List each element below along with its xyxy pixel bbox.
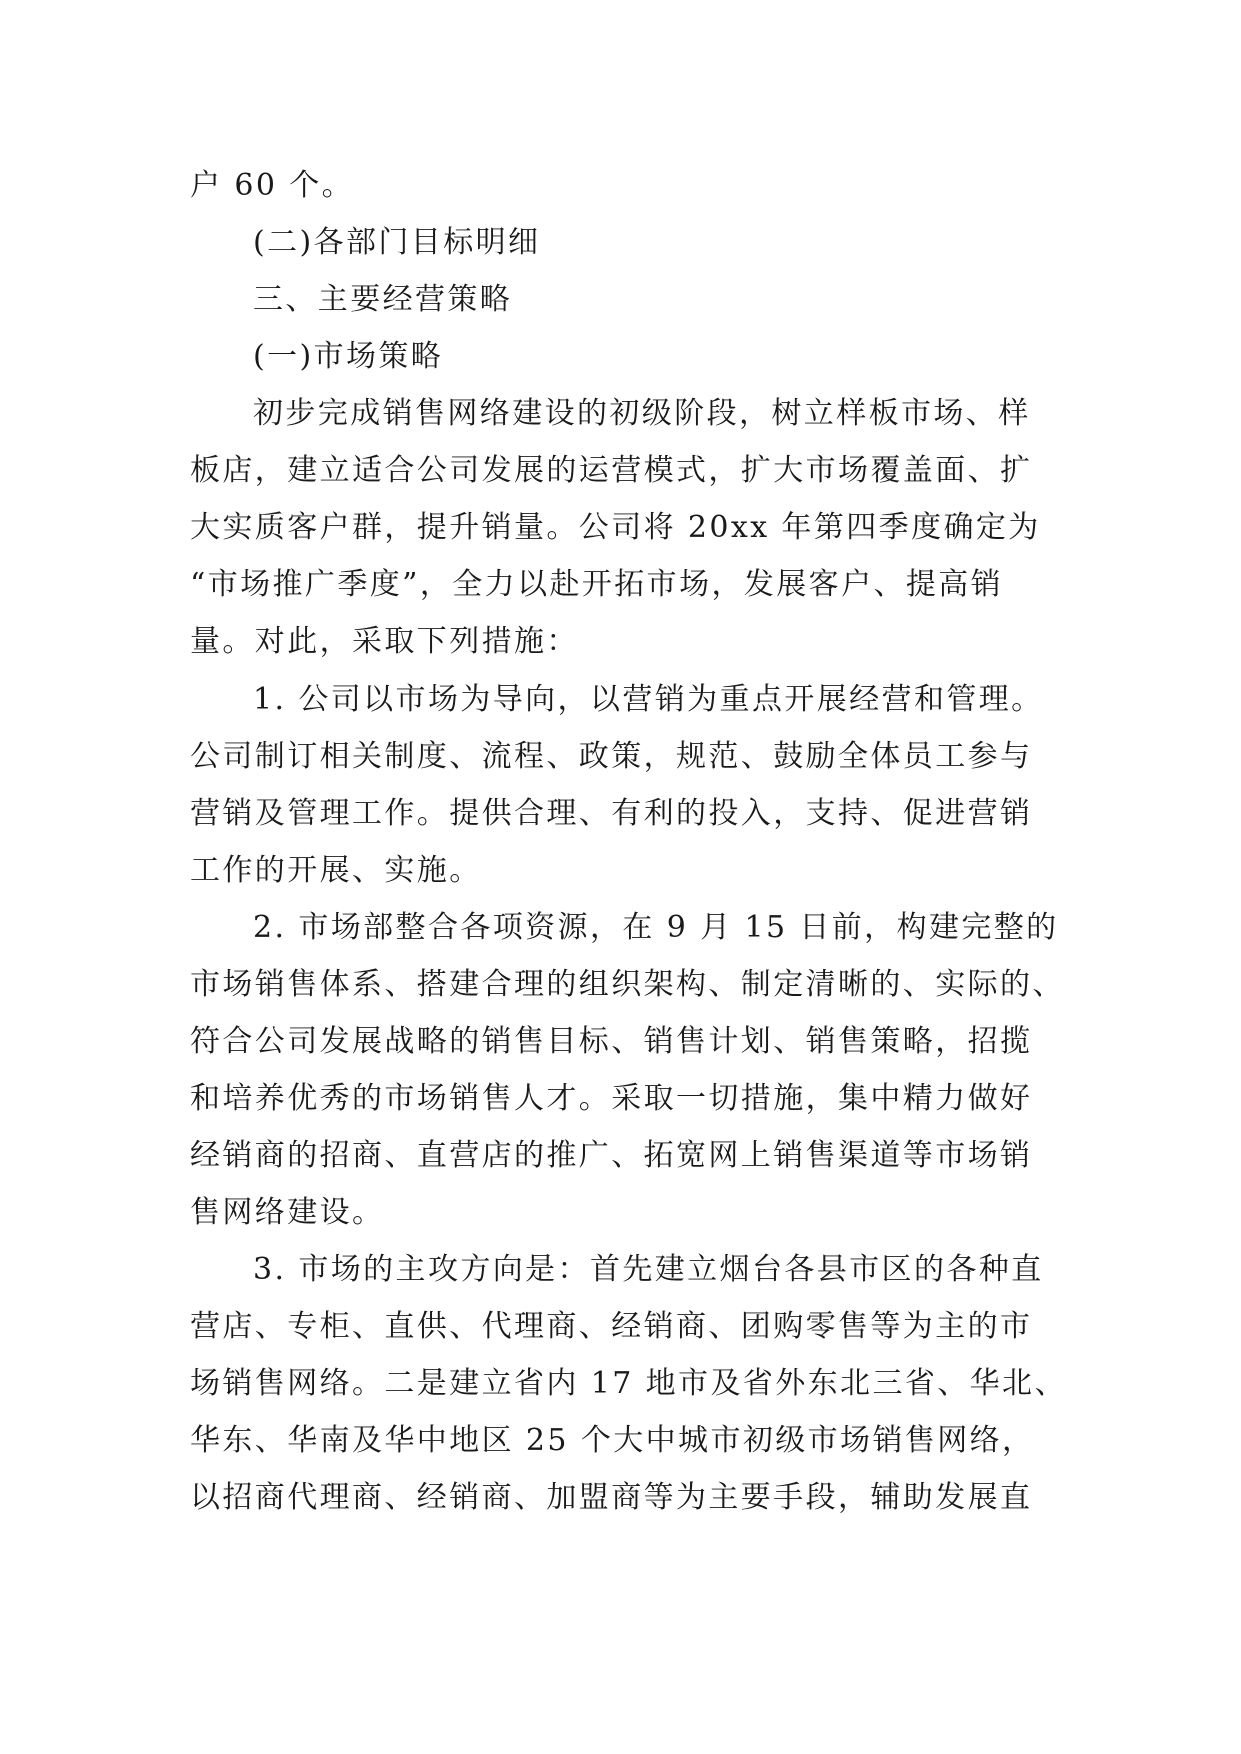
paragraph-line: 量。对此，采取下列措施： [190,624,579,659]
list-item-line: 1. 公司以市场为导向，以营销为重点开展经营和管理。 [253,682,1044,717]
list-item-line: 营店、专柜、直供、代理商、经销商、团购零售等为主的市 [190,1309,1033,1344]
list-item-line: 市场销售体系、搭建合理的组织架构、制定清晰的、实际的、 [190,967,1065,1002]
list-item-line: 符合公司发展战略的销售目标、销售计划、销售策略，招揽 [190,1024,1033,1059]
section-heading: (二)各部门目标明细 [253,225,541,260]
paragraph-line: 初步完成销售网络建设的初级阶段，树立样板市场、样 [253,396,1031,431]
list-item-line: 华东、华南及华中地区 25 个大中城市初级市场销售网络， [190,1423,1035,1458]
list-item-line: 3. 市场的主攻方向是：首先建立烟台各县市区的各种直 [253,1252,1044,1287]
list-item-line: 售网络建设。 [190,1195,385,1230]
paragraph-line: “市场推广季度”，全力以赴开拓市场，发展客户、提高销 [190,567,1004,602]
list-item-line: 经销商的招商、直营店的推广、拓宽网上销售渠道等市场销 [190,1138,1033,1173]
list-item-line: 营销及管理工作。提供合理、有利的投入，支持、促进营销 [190,796,1033,831]
list-item-line: 2. 市场部整合各项资源，在 9 月 15 日前，构建完整的 [253,910,1059,945]
paragraph-line: 板店，建立适合公司发展的运营模式，扩大市场覆盖面、扩 [190,453,1033,488]
list-item-line: 和培养优秀的市场销售人才。采取一切措施，集中精力做好 [190,1081,1033,1116]
paragraph-line: 大实质客户群，提升销量。公司将 20xx 年第四季度确定为 [190,510,1041,545]
list-item-line: 公司制订相关制度、流程、政策，规范、鼓励全体员工参与 [190,739,1033,774]
chapter-heading: 三、主要经营策略 [253,282,513,317]
text-line: 户 60 个。 [190,168,355,203]
list-item-line: 场销售网络。二是建立省内 17 地市及省外东北三省、华北、 [190,1366,1067,1401]
list-item-line: 以招商代理商、经销商、加盟商等为主要手段，辅助发展直 [190,1480,1033,1515]
section-heading: (一)市场策略 [253,339,444,374]
list-item-line: 工作的开展、实施。 [190,853,482,888]
